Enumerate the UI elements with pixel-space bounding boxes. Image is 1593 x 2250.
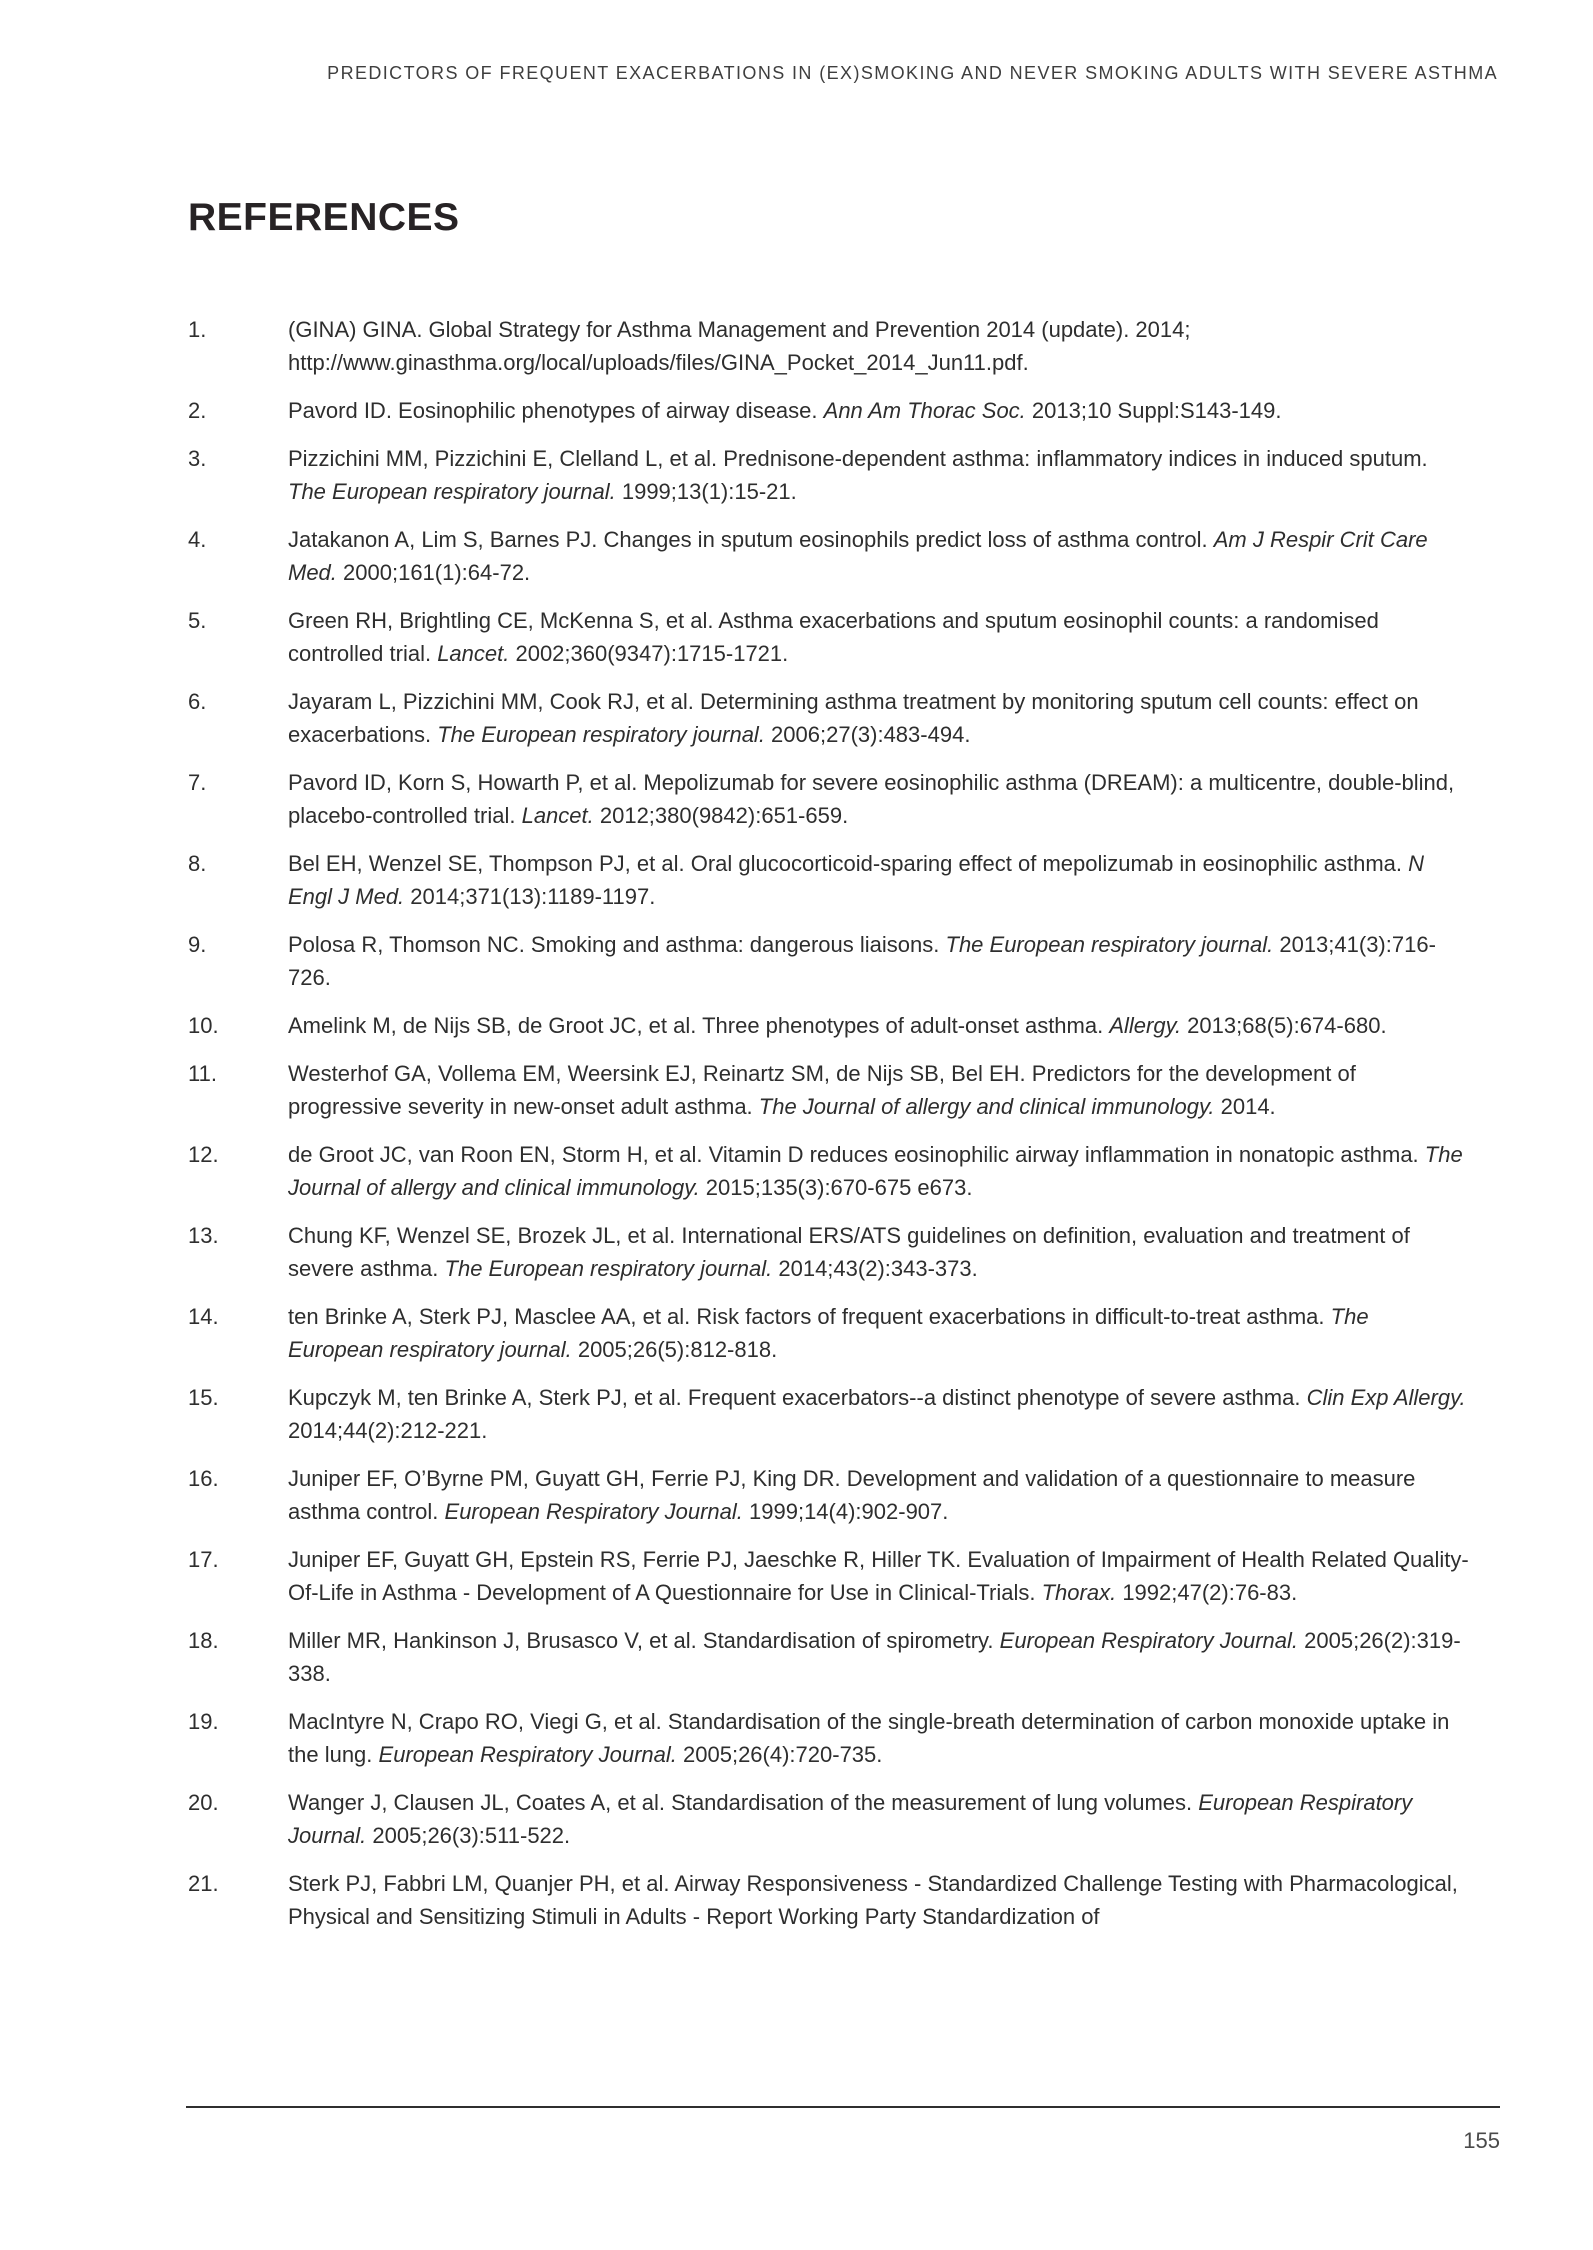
reference-segment: 2002;360(9347):1715-1721. — [509, 641, 789, 666]
reference-text — [288, 1624, 1470, 1690]
reference-segment: 2013;41(3):716-726. — [288, 932, 1436, 990]
reference-item — [188, 394, 1470, 427]
reference-text — [288, 313, 1470, 379]
reference-text — [288, 1138, 1470, 1204]
reference-segment: Amelink M, de Nijs SB, de Groot JC, et al. Three phenotypes of adult-onset asthma. — [288, 1013, 1110, 1038]
reference-text — [288, 604, 1470, 670]
reference-segment: Pavord ID, Korn S, Howarth P, et al. Mepolizumab for severe eosinophilic asthma (DREAM): a multicentre, double-blind, placebo-controlled trial. — [288, 770, 1455, 828]
journal-name: Lancet. — [521, 803, 594, 828]
reference-number: 21. — [188, 1871, 219, 1896]
reference-text — [288, 1867, 1470, 1933]
reference-number: 18. — [188, 1628, 219, 1653]
reference-segment: ten Brinke A, Sterk PJ, Masclee AA, et al. Risk factors of frequent exacerbations in difficult-to-treat asthma. — [288, 1304, 1331, 1329]
journal-name: European Respiratory Journal. — [378, 1742, 677, 1767]
journal-name: Thorax. — [1041, 1580, 1117, 1605]
journal-name: Allergy. — [1109, 1013, 1182, 1038]
reference-segment: Pizzichini MM, Pizzichini E, Clelland L, et al. Prednisone-dependent asthma: inflammatory indices in induced sputum. — [288, 446, 1428, 471]
reference-segment: 1992;47(2):76-83. — [1116, 1580, 1298, 1605]
reference-item — [188, 604, 1470, 670]
reference-segment: 2012;380(9842):651-659. — [593, 803, 849, 828]
reference-text — [288, 685, 1470, 751]
reference-item — [188, 685, 1470, 751]
reference-text — [288, 1462, 1470, 1528]
reference-number: 12. — [188, 1142, 219, 1167]
reference-number: 14. — [188, 1304, 219, 1329]
reference-segment: Polosa R, Thomson NC. Smoking and asthma: dangerous liaisons. — [288, 932, 946, 957]
reference-text — [288, 1786, 1470, 1852]
reference-item — [188, 523, 1470, 589]
reference-item — [188, 1462, 1470, 1528]
reference-item — [188, 1786, 1470, 1852]
reference-item — [188, 1705, 1470, 1771]
reference-text — [288, 394, 1470, 427]
reference-number: 1. — [188, 317, 207, 342]
reference-segment: Wanger J, Clausen JL, Coates A, et al. Standardisation of the measurement of lung volumes. — [288, 1790, 1199, 1815]
reference-segment: 2005;26(5):812-818. — [571, 1337, 778, 1362]
page-number: 155 — [1463, 2128, 1500, 2153]
reference-segment: 2005;26(3):511-522. — [366, 1823, 571, 1848]
reference-number: 2. — [188, 398, 207, 423]
reference-number: 3. — [188, 446, 207, 471]
reference-number: 17. — [188, 1547, 219, 1572]
reference-item — [188, 766, 1470, 832]
journal-name: The European respiratory journal. — [288, 1304, 1369, 1362]
reference-segment: Chung KF, Wenzel SE, Brozek JL, et al. International ERS/ATS guidelines on definition, evaluation and treatment of severe asthma. — [288, 1223, 1410, 1281]
reference-segment: 2014;43(2):343-373. — [772, 1256, 978, 1281]
reference-segment: Sterk PJ, Fabbri LM, Quanjer PH, et al. Airway Responsiveness - Standardized Challenge Testing with Pharmacological, Physical and Sensitizing Stimuli in Adults - Report Working Party Standardization of — [288, 1871, 1458, 1929]
reference-item — [188, 847, 1470, 913]
journal-name: European Respiratory Journal. — [999, 1628, 1299, 1653]
reference-item — [188, 1057, 1470, 1123]
reference-text — [288, 1300, 1470, 1366]
reference-segment: Jatakanon A, Lim S, Barnes PJ. Changes in sputum eosinophils predict loss of asthma control. — [288, 527, 1214, 552]
reference-text — [288, 1009, 1470, 1042]
reference-text — [288, 847, 1470, 913]
reference-segment: de Groot JC, van Roon EN, Storm H, et al. Vitamin D reduces eosinophilic airway inflammation in nonatopic asthma. — [288, 1142, 1425, 1167]
reference-number: 4. — [188, 527, 207, 552]
reference-segment: MacIntyre N, Crapo RO, Viegi G, et al. Standardisation of the single-breath determination of carbon monoxide uptake in the lung. — [288, 1709, 1450, 1767]
reference-item — [188, 1219, 1470, 1285]
reference-segment: Pavord ID. Eosinophilic phenotypes of airway disease. — [288, 398, 824, 423]
page-title: REFERENCES — [188, 196, 460, 239]
reference-text — [288, 523, 1470, 589]
reference-item — [188, 442, 1470, 508]
journal-name: The European respiratory journal. — [945, 932, 1274, 957]
reference-segment: (GINA) GINA. Global Strategy for Asthma Management and Prevention 2014 (update). 2014; http://www.ginasthma.org/local/uploads/files/GINA_Pocket_2014_Jun11.pdf. — [288, 317, 1191, 375]
reference-segment: Juniper EF, Guyatt GH, Epstein RS, Ferrie PJ, Jaeschke R, Hiller TK. Evaluation of Impairment of Health Related Quality-Of-Life in Asthma - Development of A Questionnaire for Use in Clinical-Trials. — [288, 1547, 1469, 1605]
reference-segment: 2014;44(2):212-221. — [288, 1418, 488, 1443]
reference-segment: Bel EH, Wenzel SE, Thompson PJ, et al. Oral glucocorticoid-sparing effect of mepolizumab in eosinophilic asthma. — [288, 851, 1409, 876]
journal-name: European Respiratory Journal. — [288, 1790, 1413, 1848]
reference-segment: 1999;13(1):15-21. — [615, 479, 797, 504]
journal-name: Ann Am Thorac Soc. — [823, 398, 1026, 423]
reference-segment: 2013;10 Suppl:S143-149. — [1025, 398, 1282, 423]
journal-name: Lancet. — [437, 641, 510, 666]
reference-number: 8. — [188, 851, 207, 876]
reference-segment: 2005;26(4):720-735. — [676, 1742, 883, 1767]
reference-number: 7. — [188, 770, 207, 795]
reference-segment: 2000;161(1):64-72. — [336, 560, 531, 585]
reference-item — [188, 1300, 1470, 1366]
reference-number: 9. — [188, 932, 207, 957]
journal-name: European Respiratory Journal. — [444, 1499, 743, 1524]
reference-text — [288, 1543, 1470, 1609]
running-header: PREDICTORS OF FREQUENT EXACERBATIONS IN (EX)SMOKING AND NEVER SMOKING ADULTS WITH SEVERE ASTHMA — [327, 63, 1498, 83]
references-list — [188, 313, 1470, 1948]
reference-segment: 1999;14(4):902-907. — [742, 1499, 949, 1524]
reference-segment: 2014;371(13):1189-1197. — [404, 884, 656, 909]
reference-item — [188, 313, 1470, 379]
reference-segment: Jayaram L, Pizzichini MM, Cook RJ, et al. Determining asthma treatment by monitoring sputum cell counts: effect on exacerbations. — [288, 689, 1419, 747]
journal-name: The European respiratory journal. — [288, 479, 616, 504]
journal-name: The European respiratory journal. — [444, 1256, 773, 1281]
reference-number: 16. — [188, 1466, 219, 1491]
reference-segment: Miller MR, Hankinson J, Brusasco V, et al. Standardisation of spirometry. — [288, 1628, 1000, 1653]
journal-name: The Journal of allergy and clinical immunology. — [758, 1094, 1215, 1119]
reference-item — [188, 1624, 1470, 1690]
reference-text — [288, 766, 1470, 832]
reference-segment: 2006;27(3):483-494. — [764, 722, 971, 747]
journal-name: Clin Exp Allergy. — [1306, 1385, 1466, 1410]
reference-text — [288, 1381, 1470, 1447]
reference-segment: Juniper EF, O’Byrne PM, Guyatt GH, Ferrie PJ, King DR. Development and validation of a questionnaire to measure asthma control. — [288, 1466, 1416, 1524]
reference-number: 10. — [188, 1013, 219, 1038]
reference-segment: 2014. — [1214, 1094, 1276, 1119]
reference-text — [288, 1057, 1470, 1123]
reference-number: 6. — [188, 689, 207, 714]
reference-segment: Kupczyk M, ten Brinke A, Sterk PJ, et al. Frequent exacerbators--a distinct phenotype of severe asthma. — [288, 1385, 1307, 1410]
reference-text — [288, 1705, 1470, 1771]
reference-item — [188, 1138, 1470, 1204]
reference-number: 13. — [188, 1223, 219, 1248]
reference-text — [288, 928, 1470, 994]
reference-segment: 2013;68(5):674-680. — [1181, 1013, 1387, 1038]
reference-number: 19. — [188, 1709, 219, 1734]
reference-number: 20. — [188, 1790, 219, 1815]
reference-segment: 2015;135(3):670-675 e673. — [699, 1175, 973, 1200]
footer-divider — [186, 2106, 1500, 2108]
reference-number: 5. — [188, 608, 207, 633]
reference-item — [188, 1009, 1470, 1042]
reference-item — [188, 1543, 1470, 1609]
reference-segment: 2005;26(2):319-338. — [288, 1628, 1461, 1686]
reference-segment: Green RH, Brightling CE, McKenna S, et al. Asthma exacerbations and sputum eosinophil counts: a randomised controlled trial. — [288, 608, 1379, 666]
reference-text — [288, 1219, 1470, 1285]
reference-item — [188, 1867, 1470, 1933]
reference-item — [188, 1381, 1470, 1447]
journal-name: The European respiratory journal. — [437, 722, 765, 747]
journal-name: The Journal of allergy and clinical immunology. — [288, 1142, 1463, 1200]
journal-name: Am J Respir Crit Care Med. — [288, 527, 1428, 585]
reference-number: 15. — [188, 1385, 219, 1410]
reference-segment: Westerhof GA, Vollema EM, Weersink EJ, Reinartz SM, de Nijs SB, Bel EH. Predictors for the development of progressive severity in new-onset adult asthma. — [288, 1061, 1356, 1119]
reference-text — [288, 442, 1470, 508]
reference-item — [188, 928, 1470, 994]
reference-number: 11. — [188, 1061, 217, 1086]
journal-name: N Engl J Med. — [288, 851, 1424, 909]
